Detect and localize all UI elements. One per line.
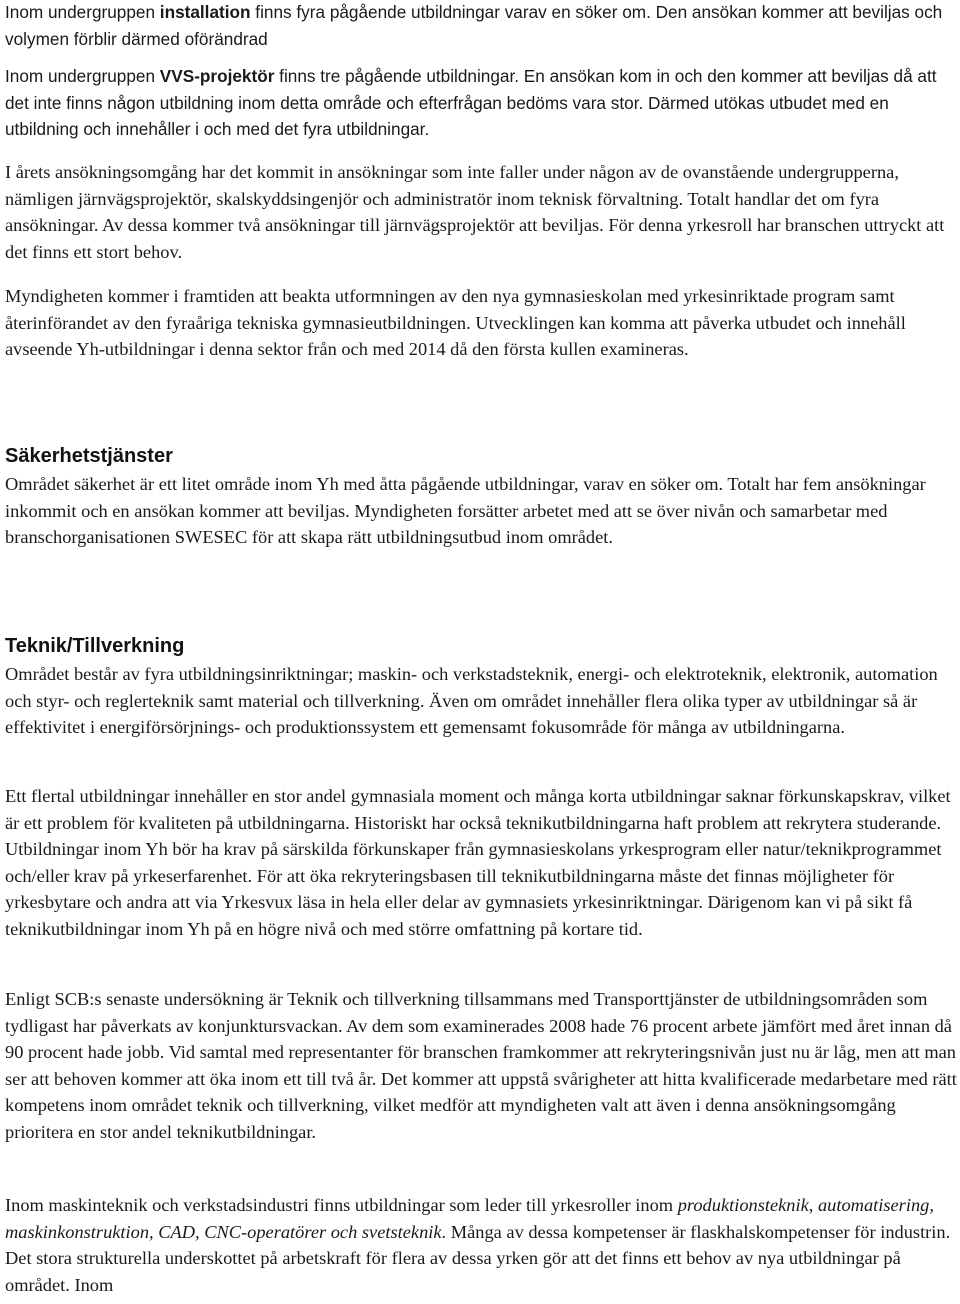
paragraph-text: finns fyra pågående utbildningar varav en söker om. Den ansökan kommer att beviljas och volymen förblir därmed oförändrad — [5, 2, 943, 49]
paragraph-ovriga-ansokningar: I årets ansökningsomgång har det kommit in ansökningar som inte faller under någon av de ovanstående undergrupperna, nämligen järnvägsprojektör, skalskyddsingenjör och administratör inom teknisk förvaltning. Totalt handlar det om fyra ansökningar. Av dessa kommer två ansökningar till järnvägsprojektör att beviljas. För denna yrkesroll har branschen uttryckt att det finns ett stort behov. — [5, 162, 945, 262]
paragraph-installation — [5, 0, 957, 52]
heading-sakerhetstjanster: Säkerhetstjänster — [5, 445, 173, 467]
paragraph-scb-undersokning: Enligt SCB:s senaste undersökning är Teknik och tillverkning tillsammans med Transporttjänster de utbildningsområden som tydligast har påverkats av konjunktursvackan. Av dem som examinerades 2008 hade 76 procent arbete jämfört med året innan då 90 procent hade jobb. Vid samtal med representanter för branschen framkommer att rekryteringsnivån just nu är låg, men att man ser att behoven kommer att öka inom ett till två år. Det kommer att uppstå svårigheter att hitta kvalificerade medarbetare med rätt kompetens inom området teknik och tillverkning, vilket medför att myndigheten valt att även i denna ansökningsomgång prioritera en stor andel teknikutbildningar. — [5, 989, 957, 1142]
paragraph-text: finns tre pågående utbildningar. En ansökan kom in och den kommer att beviljas då att det inte finns någon utbildning inom detta område och efterfrågan bedöms vara stor. Därmed utökas utbudet med en utbildning och innehåller i och med det fyra utbildningar. — [5, 66, 937, 139]
heading-teknik-tillverkning: Teknik/Tillverkning — [5, 635, 185, 657]
paragraph-vvs-projektor — [5, 63, 957, 143]
paragraph-text: Inom undergruppen — [5, 2, 160, 22]
bold-term-vvs-projektor: VVS-projektör — [159, 66, 275, 86]
paragraph-maskinteknik — [5, 1192, 957, 1298]
bold-term-installation: installation — [159, 2, 251, 22]
paragraph-text: Inom undergruppen — [5, 66, 160, 86]
paragraph-text: . Många av dessa kompetenser är flaskhalskompetenser för industrin. Det stora strukturella underskottet på arbetskraft för flera av dessa yrken gör att det finns ett behov av nya utbildningar på området. Inom — [5, 1221, 951, 1295]
paragraph-framtid: Myndigheten kommer i framtiden att beakta utformningen av den nya gymnasieskolan med yrkesinriktade program samt återinförandet av den fyraåriga tekniska gymnasieutbildningen. Utvecklingen kan komma att påverka utbudet och innehåll avseende Yh-utbildningar i denna sektor från och med 2014 då den första kullen examineras. — [5, 286, 906, 359]
paragraph-text: Inom maskinteknik och verkstadsindustri finns utbildningar som leder till yrkesroller inom — [5, 1195, 678, 1215]
paragraph-sakerhet: Området säkerhet är ett litet område inom Yh med åtta pågående utbildningar, varav en söker om. Totalt har fem ansökningar inkommit och en ansökan kommer att beviljas. Myndigheten forsätter arbetet med att se över nivån och samarbetar med branschorganisationen SWESEC för att skapa rätt utbildningsutbud inom området. — [5, 474, 926, 547]
paragraph-gymnasiala-moment: Ett flertal utbildningar innehåller en stor andel gymnasiala moment och många korta utbildningar saknar förkunskapskrav, vilket är ett problem för kvaliteten på utbildningarna. Historiskt har också teknikutbildningarna haft problem att rekrytera studerande. Utbildningar inom Yh bör ha krav på särskilda förkunskaper från gymnasieskolans yrkesprogram eller natur/teknikprogrammet och/eller krav på yrkeserfarenhet. För att öka rekryteringsbasen till teknikutbildningarna måste det finnas möjligheter för yrkesbytare och andra att via Yrkesvux läsa in hela eller delar av gymnasiets yrkesinriktningar. Därigenom kan vi på sikt få teknikutbildningar inom Yh på en högre nivå och med större omfattning på kortare tid. — [5, 786, 951, 939]
italic-yrkesroller: produktionsteknik, automatisering, maskinkonstruktion, CAD, CNC-operatörer och svetsteknik — [5, 1195, 934, 1242]
paragraph-omradet-bestar: Området består av fyra utbildningsinriktningar; maskin- och verkstadsteknik, energi- och elektroteknik, elektronik, automation och styr- och reglerteknik samt material och tillverkning. Även om området innehåller flera olika typer av utbildningar så är effektivitet i energiförsörjnings- och produktionssystem ett gemensamt fokusområde för många av utbildningarna. — [5, 664, 938, 737]
